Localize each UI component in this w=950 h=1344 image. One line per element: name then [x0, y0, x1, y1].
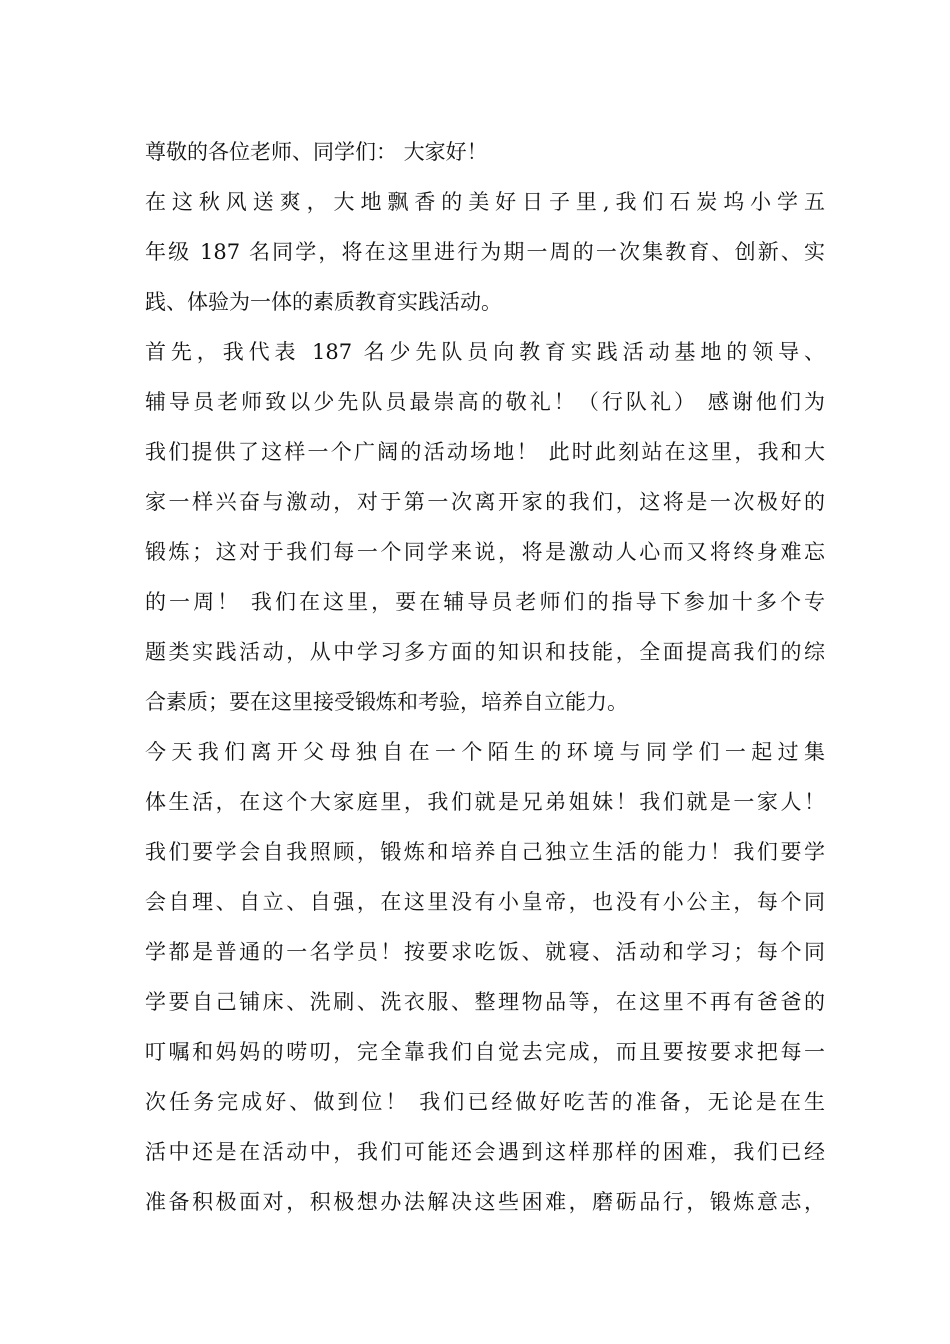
paragraph-line: 我们要学会自我照顾，锻炼和培养自己独立生活的能力！我们要学	[145, 840, 825, 864]
paragraph-line: 我们提供了这样一个广阔的活动场地！ 此时此刻站在这里，我和大	[145, 440, 825, 464]
paragraph-line: 锻炼；这对于我们每一个同学来说，将是激动人心而又将终身难忘	[145, 540, 825, 564]
paragraph-line: 准备积极面对，积极想办法解决这些困难，磨砺品行，锻炼意志，	[145, 1190, 825, 1214]
paragraph-line: 辅导员老师致以少先队员最崇高的敬礼！（行队礼） 感谢他们为	[145, 390, 825, 414]
paragraph-line: 今天我们离开父母独自在一个陌生的环境与同学们一起过集	[145, 740, 825, 764]
paragraph-line: 践、体验为一体的素质教育实践活动。	[145, 290, 502, 314]
paragraph-line: 体生活，在这个大家庭里，我们就是兄弟姐妹！我们就是一家人！	[145, 790, 825, 814]
paragraph-line: 活中还是在活动中，我们可能还会遇到这样那样的困难，我们已经	[145, 1140, 825, 1164]
paragraph-line: 会自理、自立、自强，在这里没有小皇帝，也没有小公主，每个同	[145, 890, 825, 914]
paragraph-line: 家一样兴奋与激动，对于第一次离开家的我们，这将是一次极好的	[145, 490, 825, 514]
paragraph-line: 学都是普通的一名学员！按要求吃饭、就寝、活动和学习；每个同	[145, 940, 825, 964]
paragraph-line: 叮嘱和妈妈的唠叨，完全靠我们自觉去完成，而且要按要求把每一	[145, 1040, 825, 1064]
paragraph-line: 学要自己铺床、洗刷、洗衣服、整理物品等，在这里不再有爸爸的	[145, 990, 825, 1014]
paragraph-line: 在这秋风送爽，大地飘香的美好日子里,我们石炭坞小学五	[145, 190, 825, 214]
paragraph-line: 首先，我代表 187 名少先队员向教育实践活动基地的领导、	[145, 340, 825, 364]
paragraph-line: 次任务完成好、做到位！ 我们已经做好吃苦的准备，无论是在生	[145, 1090, 825, 1114]
paragraph-line: 的一周！ 我们在这里，要在辅导员老师们的指导下参加十多个专	[145, 590, 825, 614]
paragraph-line: 合素质；要在这里接受锻炼和考验，培养自立能力。	[145, 690, 628, 714]
salutation-line: 尊敬的各位老师、同学们： 大家好！	[145, 140, 488, 164]
paragraph-line: 年级 187 名同学，将在这里进行为期一周的一次集教育、创新、实	[145, 240, 825, 264]
paragraph-line: 题类实践活动，从中学习多方面的知识和技能，全面提高我们的综	[145, 640, 825, 664]
